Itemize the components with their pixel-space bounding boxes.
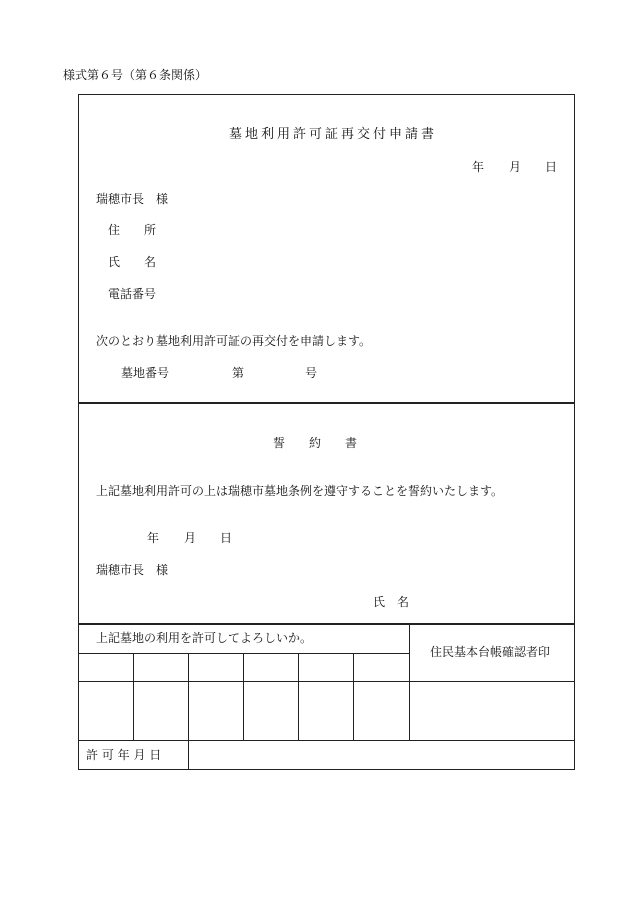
pledge-title: 誓 約 書 xyxy=(273,436,358,450)
form-number: 様式第６号（第６条関係） xyxy=(63,68,208,82)
approval-question: 上記墓地の利用を許可してよろしいか。 xyxy=(96,631,313,645)
grid-v3 xyxy=(243,653,244,741)
grid-h2 xyxy=(78,681,575,682)
application-title: 墓地利用許可証再交付申請書 xyxy=(229,127,438,142)
pledge-statement: 上記墓地利用許可の上は瑞穂市墓地条例を遵守することを誓約いたします。 xyxy=(96,484,504,498)
pledge-name-label: 氏 名 xyxy=(373,595,410,609)
application-date-month: 月 xyxy=(509,160,522,174)
frame-right xyxy=(574,94,575,770)
plot-number-label: 墓地番号 xyxy=(121,366,170,380)
grid-v4 xyxy=(298,653,299,741)
pledge-date-month: 月 xyxy=(184,531,197,545)
permit-date-label: 許 可 年 月 日 xyxy=(86,748,162,762)
pledge-date-year: 年 xyxy=(147,531,160,545)
field-address-label: 住 所 xyxy=(108,223,157,237)
grid-v1 xyxy=(133,653,134,741)
grid-v-right xyxy=(409,624,410,741)
field-name-label: 氏 名 xyxy=(108,255,157,269)
plot-dai: 第 xyxy=(232,366,245,380)
grid-v5 xyxy=(353,653,354,741)
field-phone-label: 電話番号 xyxy=(108,287,157,301)
application-addressee: 瑞穂市長 様 xyxy=(96,192,169,206)
frame-top xyxy=(78,94,575,95)
frame-bottom xyxy=(78,769,575,770)
application-date-day: 日 xyxy=(545,160,558,174)
section-divider-pledge xyxy=(78,402,575,404)
section-divider-approval xyxy=(78,623,575,625)
resident-check-label: 住民基本台帳確認者印 xyxy=(430,645,551,659)
application-date-year: 年 xyxy=(472,160,485,174)
frame-left xyxy=(78,94,79,770)
grid-v2 xyxy=(188,653,189,770)
pledge-date-day: 日 xyxy=(220,531,233,545)
pledge-addressee: 瑞穂市長 様 xyxy=(96,563,169,577)
application-statement: 次のとおり墓地利用許可証の再交付を申請します。 xyxy=(96,334,372,348)
plot-go: 号 xyxy=(305,366,318,380)
grid-h3 xyxy=(78,740,575,741)
